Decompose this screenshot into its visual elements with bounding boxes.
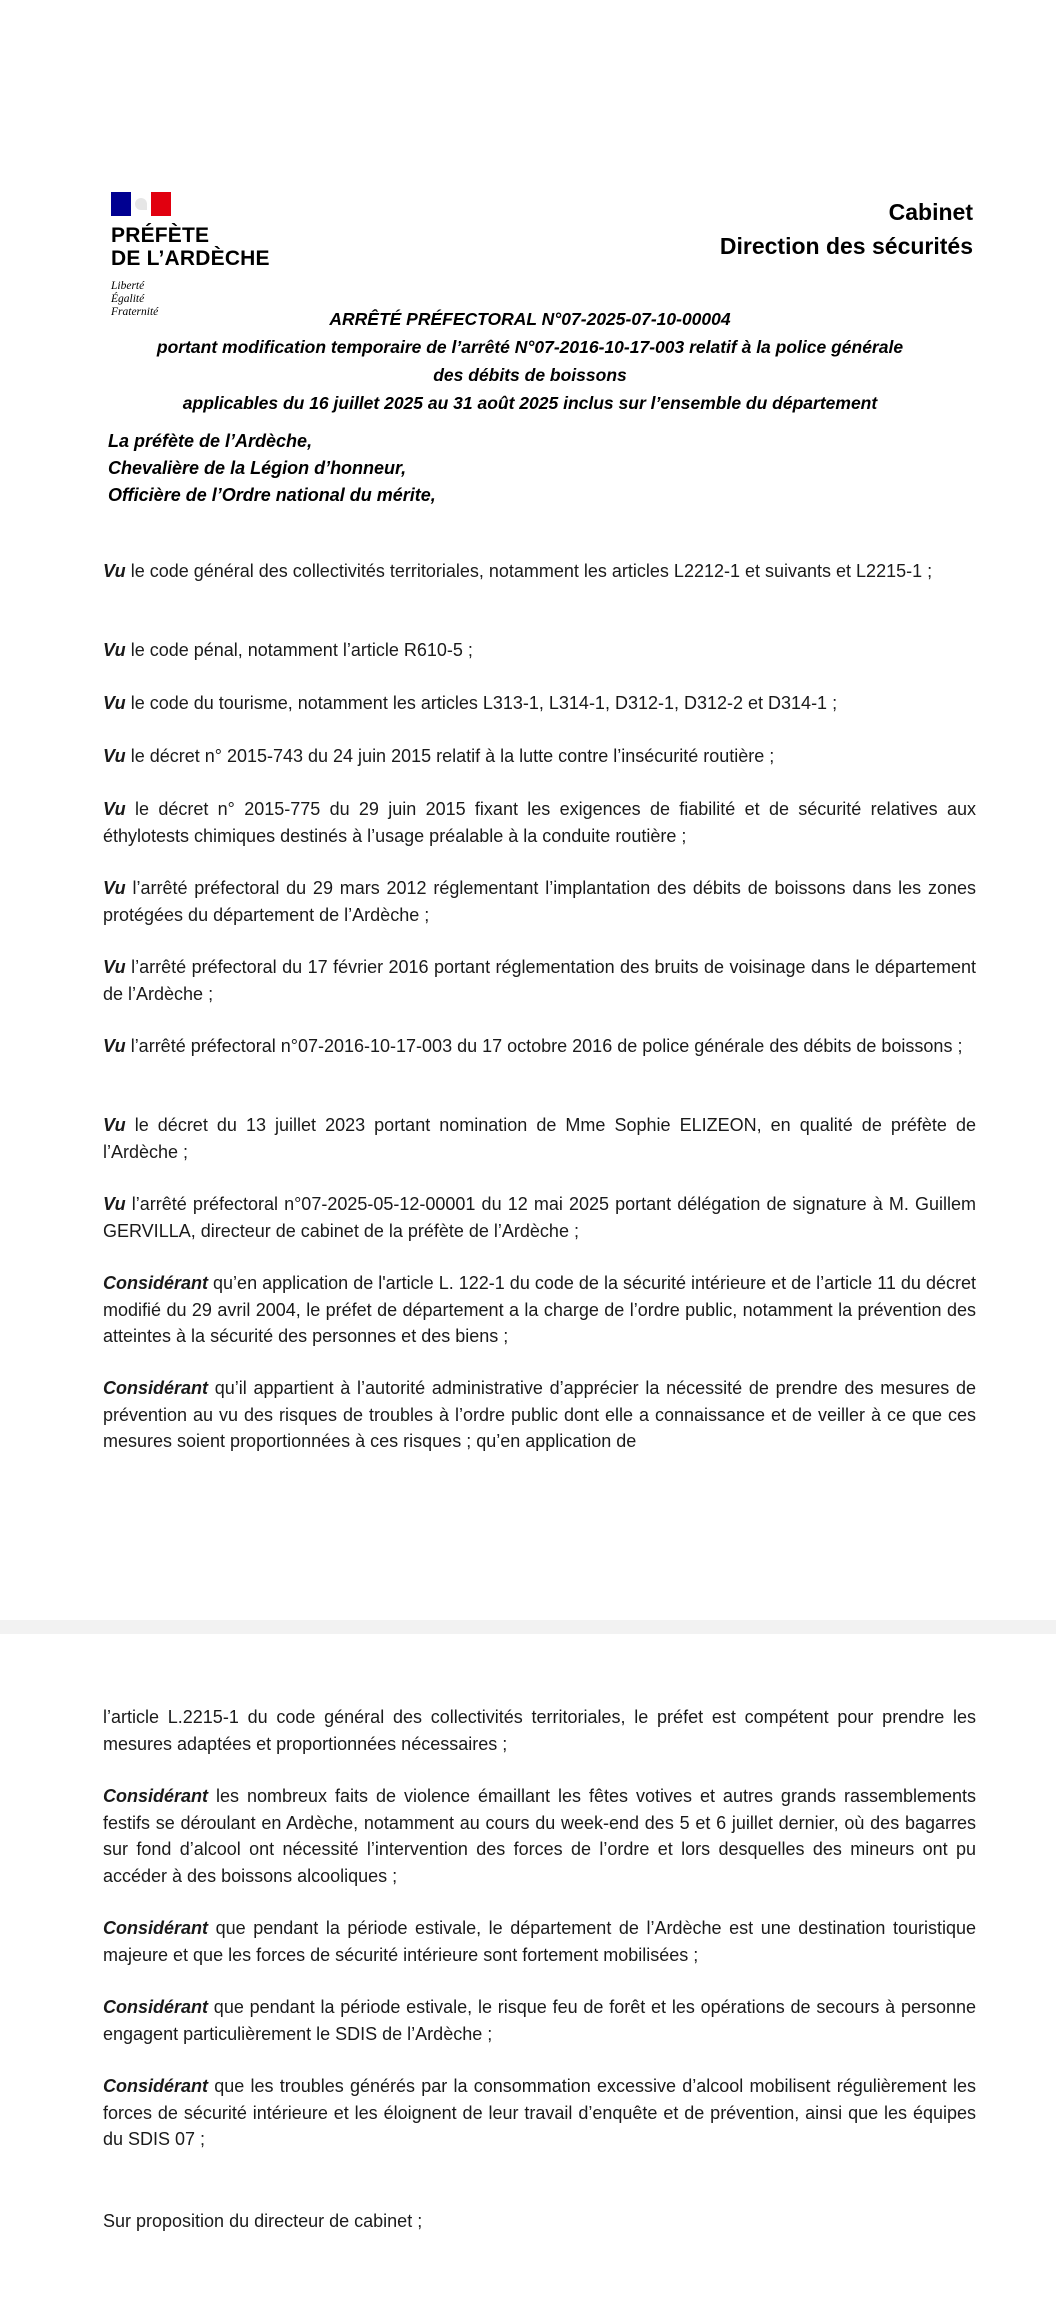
logo-title [111,224,291,270]
authority-block [108,428,436,509]
page-separator [0,1620,1056,1634]
motto-fraternite: Fraternité [111,306,159,318]
decree-title [90,305,970,417]
marianne-flag-icon [111,192,171,216]
issuing-service [720,195,973,263]
considering-paragraph: Considérant les nombreux faits de violence émaillant les fêtes votives et autres grands rassemblements festifs se déroulant en Ardèche, notamment au cours du week-end des 5 et 6 juillet dernier, où des bagarres sur fond d’alcool ont nécessité l’intervention des forces de l’ordre et lors desquelles des mineurs ont pu accéder à des boissons alcooliques ; [103,1786,976,1886]
continued-paragraph: l’article L.2215-1 du code général des collectivités territoriales, le préfet est compétent pour prendre les mesures adaptées et proportionnées nécessaires ; [103,1707,976,1754]
recital-paragraph: Vu le décret n° 2015-743 du 24 juin 2015 relatif à la lutte contre l’insécurité routière ; [103,746,775,766]
decree-subject-line1: portant modification temporaire de l’arrêté N°07-2016-10-17-003 relatif à la police générale [156,337,904,357]
decree-number: ARRÊTÉ PRÉFECTORAL N°07-2025-07-10-00004 [329,309,731,329]
considering-paragraph: Considérant que pendant la période estivale, le département de l’Ardèche est une destination touristique majeure et que les forces de sécurité intérieure sont fortement mobilisées ; [103,1918,976,1965]
proposal-paragraph: Sur proposition du directeur de cabinet ; [103,2211,423,2231]
logo-title-line2: DE L’ARDÈCHE [111,247,270,270]
considering-paragraph: Considérant qu’il appartient à l’autorité administrative d’apprécier la nécessité de prendre des mesures de prévention au vu des risques de troubles à l’ordre public dont elle a connaissance et de veiller à ce que ces mesures soient proportionnées à ces risques ; qu’en application de [103,1378,976,1451]
considering-paragraph: Considérant qu’en application de l'article L. 122-1 du code de la sécurité intérieure et de l’article 11 du décret modifié du 29 avril 2004, le préfet de département a la charge de l’ordre public, notamment la prévention des atteintes à la sécurité des personnes et des biens ; [103,1273,976,1346]
recital-paragraph: Vu l’arrêté préfectoral du 17 février 2016 portant réglementation des bruits de voisinage dans le département de l’Ardèche ; [103,957,976,1004]
decree-validity: applicables du 16 juillet 2025 au 31 août 2025 inclus sur l’ensemble du département [182,393,878,413]
motto-liberte: Liberté [111,280,145,292]
logo-title-line1: PRÉFÈTE [111,224,210,247]
recital-paragraph: Vu l’arrêté préfectoral n°07-2016-10-17-003 du 17 octobre 2016 de police générale des débits de boissons ; [103,1036,963,1056]
service-direction: Direction des sécurités [719,233,973,259]
recital-paragraph: Vu le décret n° 2015-775 du 29 juin 2015 fixant les exigences de fiabilité et de sécurité relatives aux éthylotests chimiques destinés à l’usage préalable à la conduite routière ; [103,799,976,846]
authority-line3: Officière de l’Ordre national du mérite, [108,485,436,505]
authority-line1: La préfète de l’Ardèche, [108,431,313,451]
recital-paragraph: Vu le code du tourisme, notamment les articles L313-1, L314-1, D312-1, D312-2 et D314-1 ; [103,693,838,713]
motto-egalite: Égalité [111,293,145,305]
considering-paragraph: Considérant que les troubles générés par la consommation excessive d’alcool mobilisent régulièrement les forces de sécurité intérieure et les éloignent de leur travail d’enquête et de prévention, ainsi que les équipes du SDIS 07 ; [103,2076,976,2149]
decree-subject-line2: des débits de boissons [433,365,627,385]
recital-paragraph: Vu l’arrêté préfectoral n°07-2025-05-12-00001 du 12 mai 2025 portant délégation de signature à M. Guillem GERVILLA, directeur de cabinet de la préfète de l’Ardèche ; [103,1194,976,1241]
recital-paragraph: Vu l’arrêté préfectoral du 29 mars 2012 réglementant l’implantation des débits de boissons dans les zones protégées du département de l’Ardèche ; [103,878,976,925]
considering-paragraph: Considérant que pendant la période estivale, le risque feu de forêt et les opérations de secours à personne engagent particulièrement le SDIS de l’Ardèche ; [103,1997,976,2044]
authority-line2: Chevalière de la Légion d’honneur, [108,458,407,478]
document-page-2 [0,1634,1056,2303]
recital-paragraph: Vu le code général des collectivités territoriales, notamment les articles L2212-1 et suivants et L2215-1 ; [103,561,933,581]
recital-paragraph: Vu le code pénal, notamment l’article R610-5 ; [103,640,473,660]
prefecture-logo [111,192,291,319]
recital-paragraph: Vu le décret du 13 juillet 2023 portant nomination de Mme Sophie ELIZEON, en qualité de préfète de l’Ardèche ; [103,1115,976,1162]
service-cabinet: Cabinet [888,199,973,225]
